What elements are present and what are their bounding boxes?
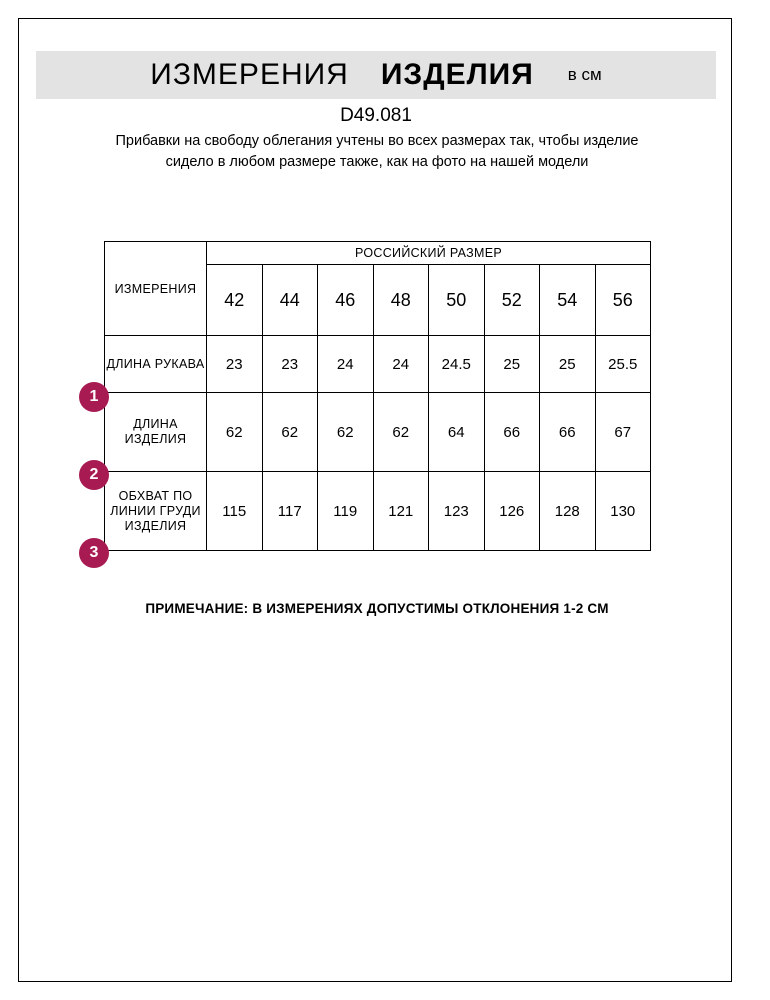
measurements-table — [104, 241, 651, 551]
row-label-product-length: ДЛИНА ИЗДЕЛИЯ — [105, 393, 207, 472]
cell-length-50: 64 — [429, 393, 485, 472]
badge-marker-1: 1 — [79, 382, 109, 412]
header-title-right: ИЗДЕЛИЯ — [380, 58, 534, 91]
badge-marker-3: 3 — [79, 538, 109, 568]
cell-chest-44: 117 — [262, 472, 318, 551]
table-row — [105, 393, 651, 472]
row-label-chest-girth: ОБХВАТ ПО ЛИНИИ ГРУДИ ИЗДЕЛИЯ — [105, 472, 207, 551]
table-group-header-row — [105, 242, 651, 265]
cell-sleeve-46: 24 — [318, 336, 374, 393]
row-label-sleeve-length: ДЛИНА РУКАВА — [105, 336, 207, 393]
size-header-56: 56 — [595, 265, 651, 336]
cell-chest-50: 123 — [429, 472, 485, 551]
cell-length-48: 62 — [373, 393, 429, 472]
cell-chest-54: 128 — [540, 472, 596, 551]
size-header-44: 44 — [262, 265, 318, 336]
cell-chest-48: 121 — [373, 472, 429, 551]
article-code: D49.081 — [340, 105, 412, 126]
size-header-54: 54 — [540, 265, 596, 336]
group-header-russian-size: РОССИЙСКИЙ РАЗМЕР — [207, 242, 651, 265]
header-units: в см — [567, 65, 602, 84]
cell-length-52: 66 — [484, 393, 540, 472]
size-header-46: 46 — [318, 265, 374, 336]
cell-chest-56: 130 — [595, 472, 651, 551]
cell-chest-46: 119 — [318, 472, 374, 551]
cell-length-54: 66 — [540, 393, 596, 472]
footer-note: ПРИМЕЧАНИЕ: В ИЗМЕРЕНИЯХ ДОПУСТИМЫ ОТКЛОНЕНИЯ 1-2 СМ — [145, 601, 609, 616]
cell-length-46: 62 — [318, 393, 374, 472]
table-row — [105, 336, 651, 393]
table-row — [105, 472, 651, 551]
cell-sleeve-44: 23 — [262, 336, 318, 393]
header-title-left: ИЗМЕРЕНИЯ — [150, 58, 349, 91]
cell-length-56: 67 — [595, 393, 651, 472]
cell-sleeve-42: 23 — [207, 336, 263, 393]
cell-chest-42: 115 — [207, 472, 263, 551]
size-header-50: 50 — [429, 265, 485, 336]
cell-sleeve-48: 24 — [373, 336, 429, 393]
cell-length-44: 62 — [262, 393, 318, 472]
page-header — [36, 51, 716, 99]
badge-marker-2: 2 — [79, 460, 109, 490]
cell-sleeve-56: 25.5 — [595, 336, 651, 393]
cell-chest-52: 126 — [484, 472, 540, 551]
cell-sleeve-50: 24.5 — [429, 336, 485, 393]
sheet-border — [18, 18, 732, 982]
cell-sleeve-54: 25 — [540, 336, 596, 393]
size-header-42: 42 — [207, 265, 263, 336]
cell-length-42: 62 — [207, 393, 263, 472]
corner-header: ИЗМЕРЕНИЯ — [105, 242, 207, 336]
size-header-52: 52 — [484, 265, 540, 336]
cell-sleeve-52: 25 — [484, 336, 540, 393]
top-note: Прибавки на свободу облегания учтены во всех размерах так, чтобы изделие сидело в любом размере также, как на фото на нашей модели — [115, 133, 639, 170]
size-header-48: 48 — [373, 265, 429, 336]
